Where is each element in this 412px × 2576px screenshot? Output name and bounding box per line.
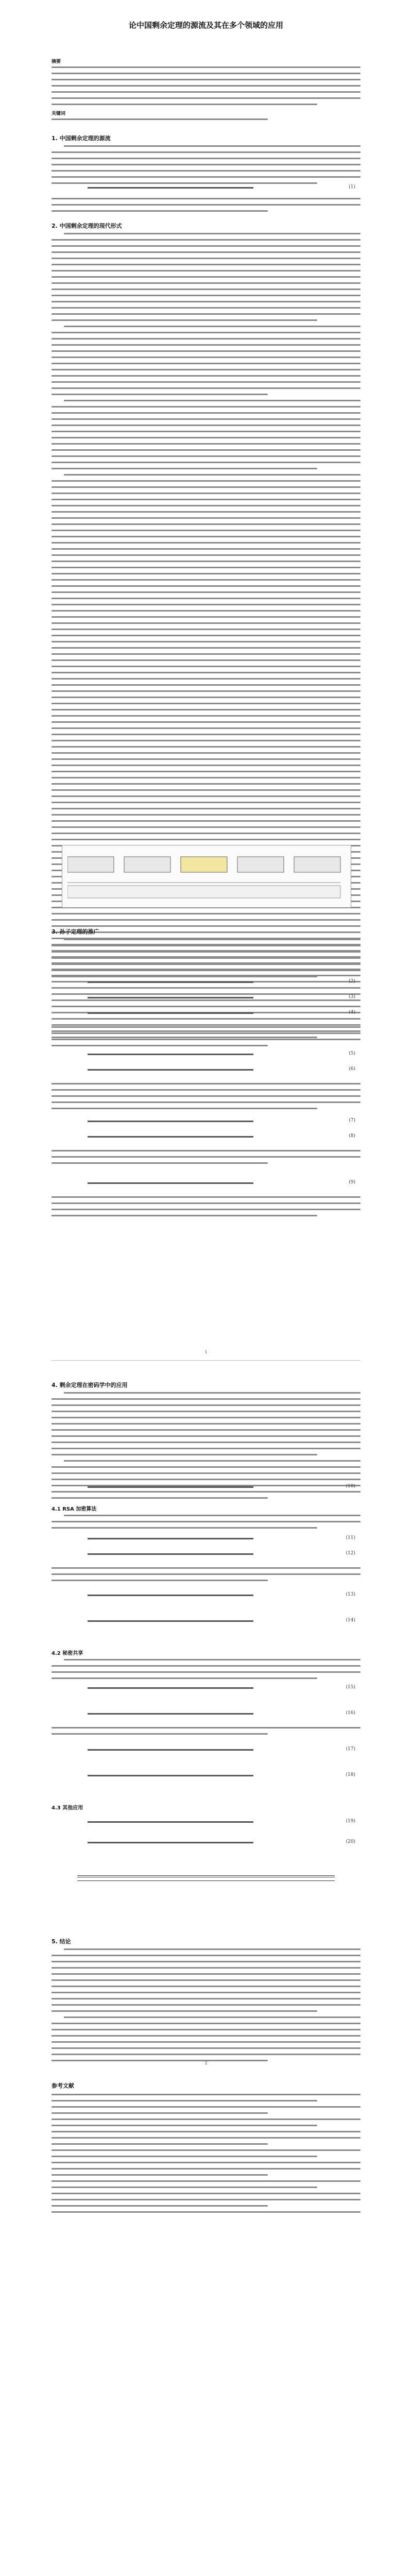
equation: [88, 1133, 355, 1141]
equation: [88, 1051, 355, 1058]
equation-number: (19): [346, 1819, 355, 1824]
table-cell: [77, 1879, 129, 1881]
equation-number: (13): [346, 1592, 355, 1597]
section-body: [52, 1026, 360, 1051]
equation: [88, 1819, 355, 1826]
page-divider: [52, 1360, 360, 1361]
equation-number: (6): [349, 1066, 355, 1072]
equation: [88, 1618, 355, 1625]
equation-number: (12): [346, 1551, 355, 1556]
equation: [88, 1066, 355, 1074]
page-number: 1: [204, 1350, 208, 1354]
section-body: [52, 145, 360, 189]
figure: [62, 845, 351, 908]
equation-number: (1): [349, 184, 355, 190]
section-body: [52, 1150, 360, 1168]
equation: [88, 1535, 355, 1543]
equation: [88, 1772, 355, 1780]
references-list: [52, 2094, 360, 2217]
equation-number: (20): [346, 1839, 355, 1844]
equation: [88, 994, 355, 1002]
equation-number: (15): [346, 1685, 355, 1690]
figure-box: [67, 857, 114, 872]
equation-number: (4): [349, 1010, 355, 1015]
equation-number: (9): [349, 1180, 355, 1185]
section-heading: 3. 孙子定理的推广: [52, 928, 99, 935]
equation: [88, 1484, 355, 1491]
data-table: [77, 1875, 335, 1881]
equation: [88, 1839, 355, 1846]
subsection-heading: 4.3 其他应用: [52, 1805, 83, 1811]
equation-number: (11): [346, 1535, 355, 1540]
paper-title: 论中国剩余定理的源流及其在多个领域的应用: [128, 21, 283, 30]
equation: [88, 1180, 355, 1187]
section-heading: 2. 中国剩余定理的现代形式: [52, 223, 122, 229]
section-body: [52, 1727, 360, 1739]
section-body: [52, 939, 360, 982]
equation: [88, 1747, 355, 1754]
table-cell: [129, 1879, 180, 1881]
page-number: 2: [204, 2061, 208, 2065]
equation-number: (18): [346, 1772, 355, 1777]
equation-number: (5): [349, 1051, 355, 1056]
equation: [88, 979, 355, 986]
section-body: [52, 1948, 360, 2066]
subsection-heading: 4.1 RSA 加密算法: [52, 1506, 97, 1512]
equation-number: (17): [346, 1747, 355, 1752]
table-cell: [232, 1879, 283, 1881]
equation: [88, 1551, 355, 1558]
figure-box: [237, 857, 284, 872]
equation: [88, 1685, 355, 1692]
section-body: [52, 1659, 360, 1684]
section-heading: 1. 中国剩余定理的源流: [52, 135, 111, 142]
equation: [88, 184, 355, 192]
equation: [88, 1710, 355, 1718]
section-body: [52, 1083, 360, 1114]
table-cell: [180, 1879, 232, 1881]
section-body: [52, 1515, 360, 1533]
equation: [88, 1010, 355, 1017]
section-body: [52, 1196, 360, 1221]
figure-box: [124, 857, 170, 872]
figure-diagram: [67, 852, 346, 901]
keywords-label: 关键词: [52, 111, 66, 116]
equation: [88, 1118, 355, 1125]
equation-number: (10): [346, 1484, 355, 1489]
subsection-heading: 4.2 秘密共享: [52, 1651, 83, 1656]
section-heading: 4. 剩余定理在密码学中的应用: [52, 1382, 128, 1388]
equation-number: (2): [349, 979, 355, 984]
figure-box: [67, 886, 340, 898]
equation-number: (3): [349, 994, 355, 999]
abstract-label: 摘要: [52, 59, 61, 64]
equation: [88, 1592, 355, 1599]
table-row: [77, 1879, 335, 1881]
table-cell: [283, 1879, 335, 1881]
section-body: [52, 198, 360, 216]
section-body: [52, 1567, 360, 1586]
references-heading: 参考文献: [52, 2082, 74, 2089]
figure-box: [181, 857, 227, 872]
figure-box: [294, 857, 340, 872]
abstract-block: [52, 58, 360, 125]
equation-number: (16): [346, 1710, 355, 1716]
equation-number: (8): [349, 1133, 355, 1139]
equation-number: (14): [346, 1618, 355, 1623]
section-heading: 5. 结论: [52, 1938, 71, 1945]
section-body: [52, 233, 360, 1043]
equation-number: (7): [349, 1118, 355, 1123]
